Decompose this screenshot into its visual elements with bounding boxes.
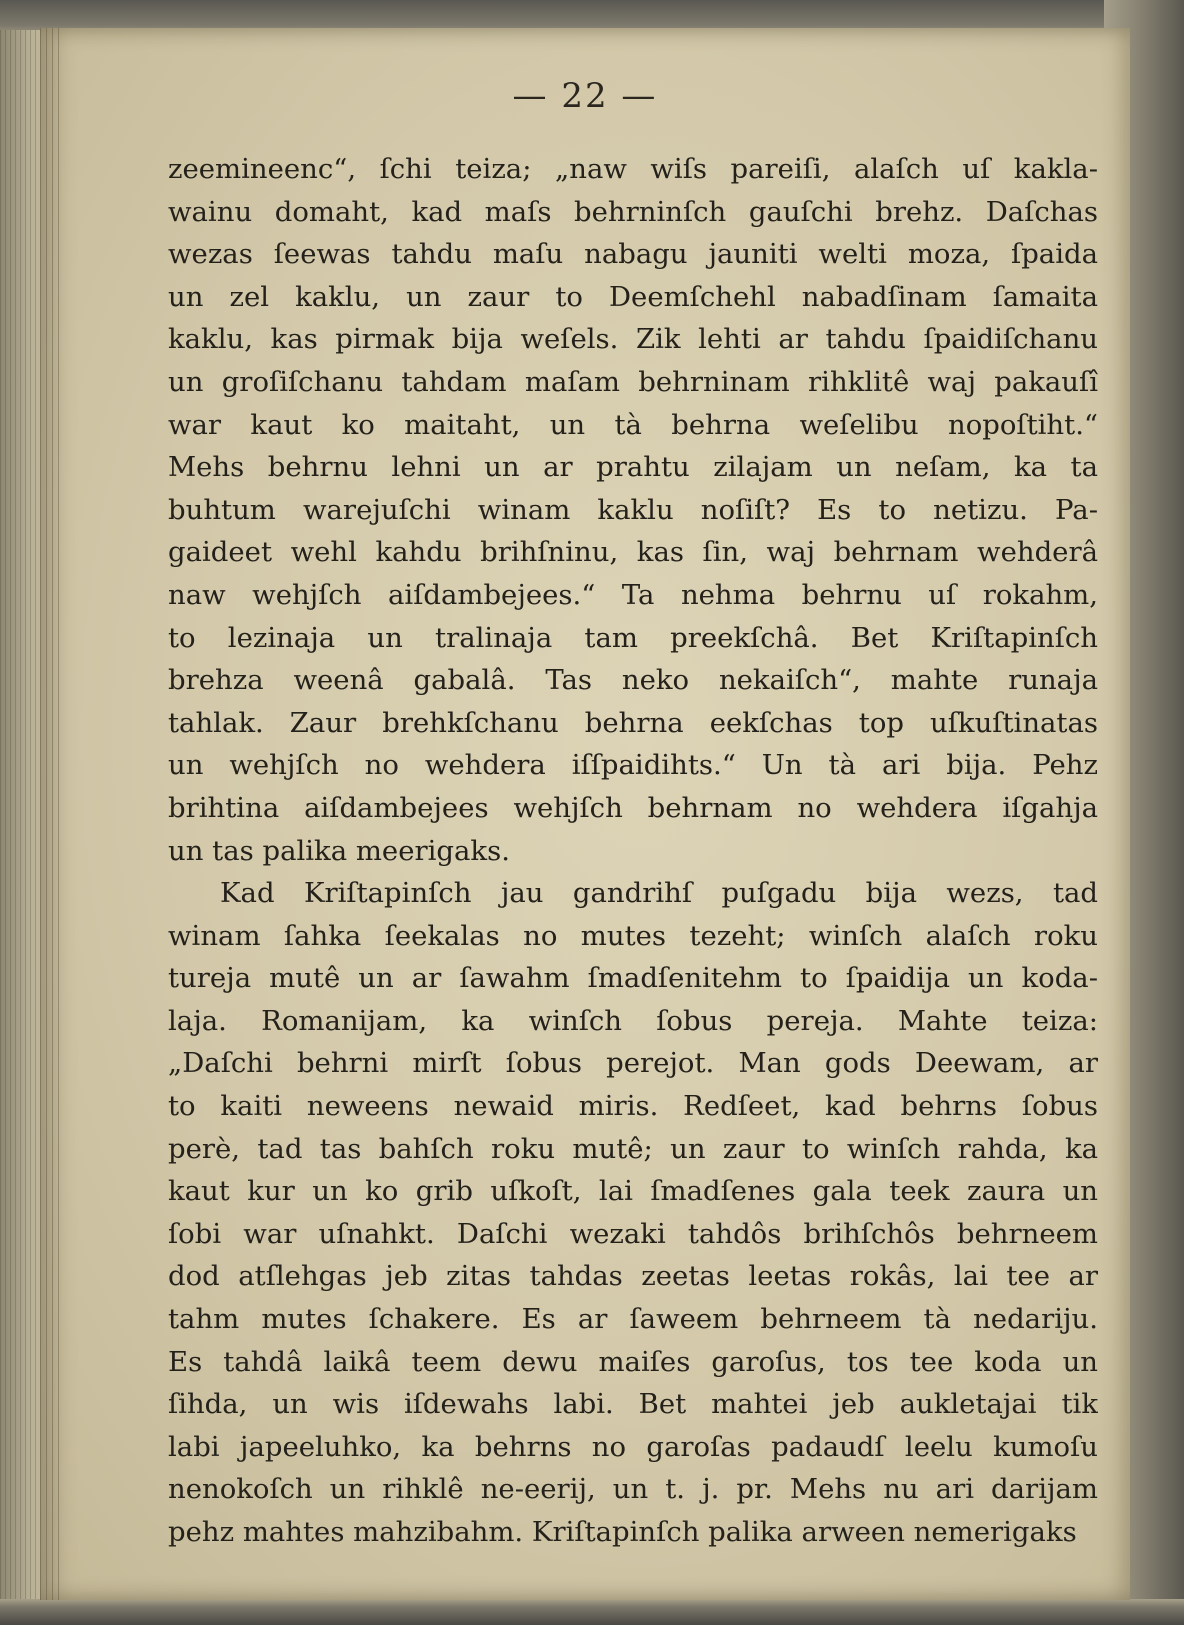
text-line: tahm mutes ſchakere. Es ar ſaweem behrneem tà nedariju. [168, 1303, 1098, 1336]
text-line: Kad Kriſtapinſch jau gandrihſ puſgadu bija wezs, tad [220, 877, 1098, 910]
text-line: brehza weenâ gabalâ. Tas neko nekaiſch“, mahte runaja [168, 664, 1098, 697]
text-line: pehz mahtes mahzibahm. Kriſtapinſch palika arween nemerigaks [168, 1516, 1077, 1548]
text-line: nenokoſch un rihklê ne‐eerij, un t. j. pr. Mehs nu ari darijam [168, 1473, 1098, 1506]
text-line: buhtum warejuſchi winam kaklu noſiſt? Es to netizu. Pa‐ [168, 493, 1098, 526]
page-number: — 22 — [512, 76, 658, 116]
text-line: to lezinaja un tralinaja tam preekſchâ. Bet Kriſtapinſch [168, 621, 1098, 654]
text-line: un wehjſch no wehdera iſſpaidihts.“ Un tà ari bija. Pehz [168, 749, 1098, 782]
text-line: winam ſahka ſeekalas no mutes tezeht; winſch alaſch roku [168, 919, 1098, 952]
text-line: tureja mutê un ar ſawahm ſmadſenitehm to ſpaidija un koda‐ [168, 962, 1098, 995]
text-line: labi japeeluhko, ka behrns no garoſas padaudſ leelu kumoſu [168, 1430, 1098, 1463]
book-cover-bottom-edge [0, 1599, 1184, 1625]
text-line: „Daſchi behrni mirſt ſobus perejot. Man gods Deewam, ar [168, 1047, 1098, 1080]
text-line: ſihda, un wis iſdewahs labi. Bet mahtei jeb aukletajai tik [168, 1388, 1098, 1421]
text-line: zeeminеenc“, ſchi teiza; „naw wiſs pareiſi, alaſch uſ kakla‐ [168, 153, 1098, 185]
book-page [40, 28, 1130, 1600]
gutter-shadow [40, 28, 62, 1600]
text-line: un groſiſchanu tahdam maſam behrninam rihklitê waj pakauſî [168, 365, 1098, 398]
text-line: to kaiti neweens newaid miris. Redſeet, kad behrns ſobus [168, 1090, 1098, 1123]
paragraph-2 [168, 872, 1098, 1554]
text-line: dod atſlehgas jeb zitas tahdas zeetas leetas rokâs, lai tee ar [168, 1260, 1098, 1293]
text-line: brihtina aiſdambejees wehjſch behrnam no wehdera iſgahja [168, 791, 1098, 824]
paragraph-1 [168, 148, 1098, 872]
text-line: wezas ſeewas tahdu maſu nabagu jauniti welti moza, ſpaida [168, 238, 1098, 271]
text-line: tahlak. Zaur brehkſchanu behrna eekſchas top uſkuſtinatas [168, 706, 1098, 739]
text-line: laja. Romanijam, ka winſch ſobus pereja. Mahte teiza: [168, 1004, 1098, 1037]
text-line: naw wehjſch aiſdambejees.“ Ta nehma behrnu uſ rokahm, [168, 578, 1098, 611]
text-line: un tas palika meerigaks. [168, 834, 510, 867]
text-line: Mehs behrnu lehni un ar prahtu zilajam un neſam, ka ta [168, 451, 1098, 484]
text-line: kaklu, kas pirmak bija weſels. Zik lehti ar tahdu ſpaidiſchanu [168, 323, 1098, 356]
text-line: gaideet wehl kahdu brihſninu, kas ſin, waj behrnam wehderâ [168, 536, 1098, 569]
text-line: ſobi war uſnahkt. Daſchi wezaki tahdôs brihſchôs behrneem [168, 1217, 1098, 1250]
text-line: un zel kaklu, un zaur to Deemſchehl nabadſinam ſamaita [168, 280, 1098, 313]
text-line: war kaut ko maitaht, un tà behrna weſelibu nopoſtiht.“ [168, 408, 1098, 441]
text-line: perè, tad tas bahſch roku mutê; un zaur to winſch rahda, ka [168, 1132, 1098, 1165]
text-line: wainu domaht, kad maſs behrninſch gauſchi brehz. Daſchas [168, 195, 1098, 228]
body-text [168, 148, 1098, 1554]
text-line: kaut kur un ko grib uſkoſt, lai ſmadſenes gala teek zaura un [168, 1175, 1098, 1208]
text-line: Es tahdâ laikâ teem dewu maiſes garoſus, tos tee koda un [168, 1345, 1098, 1378]
